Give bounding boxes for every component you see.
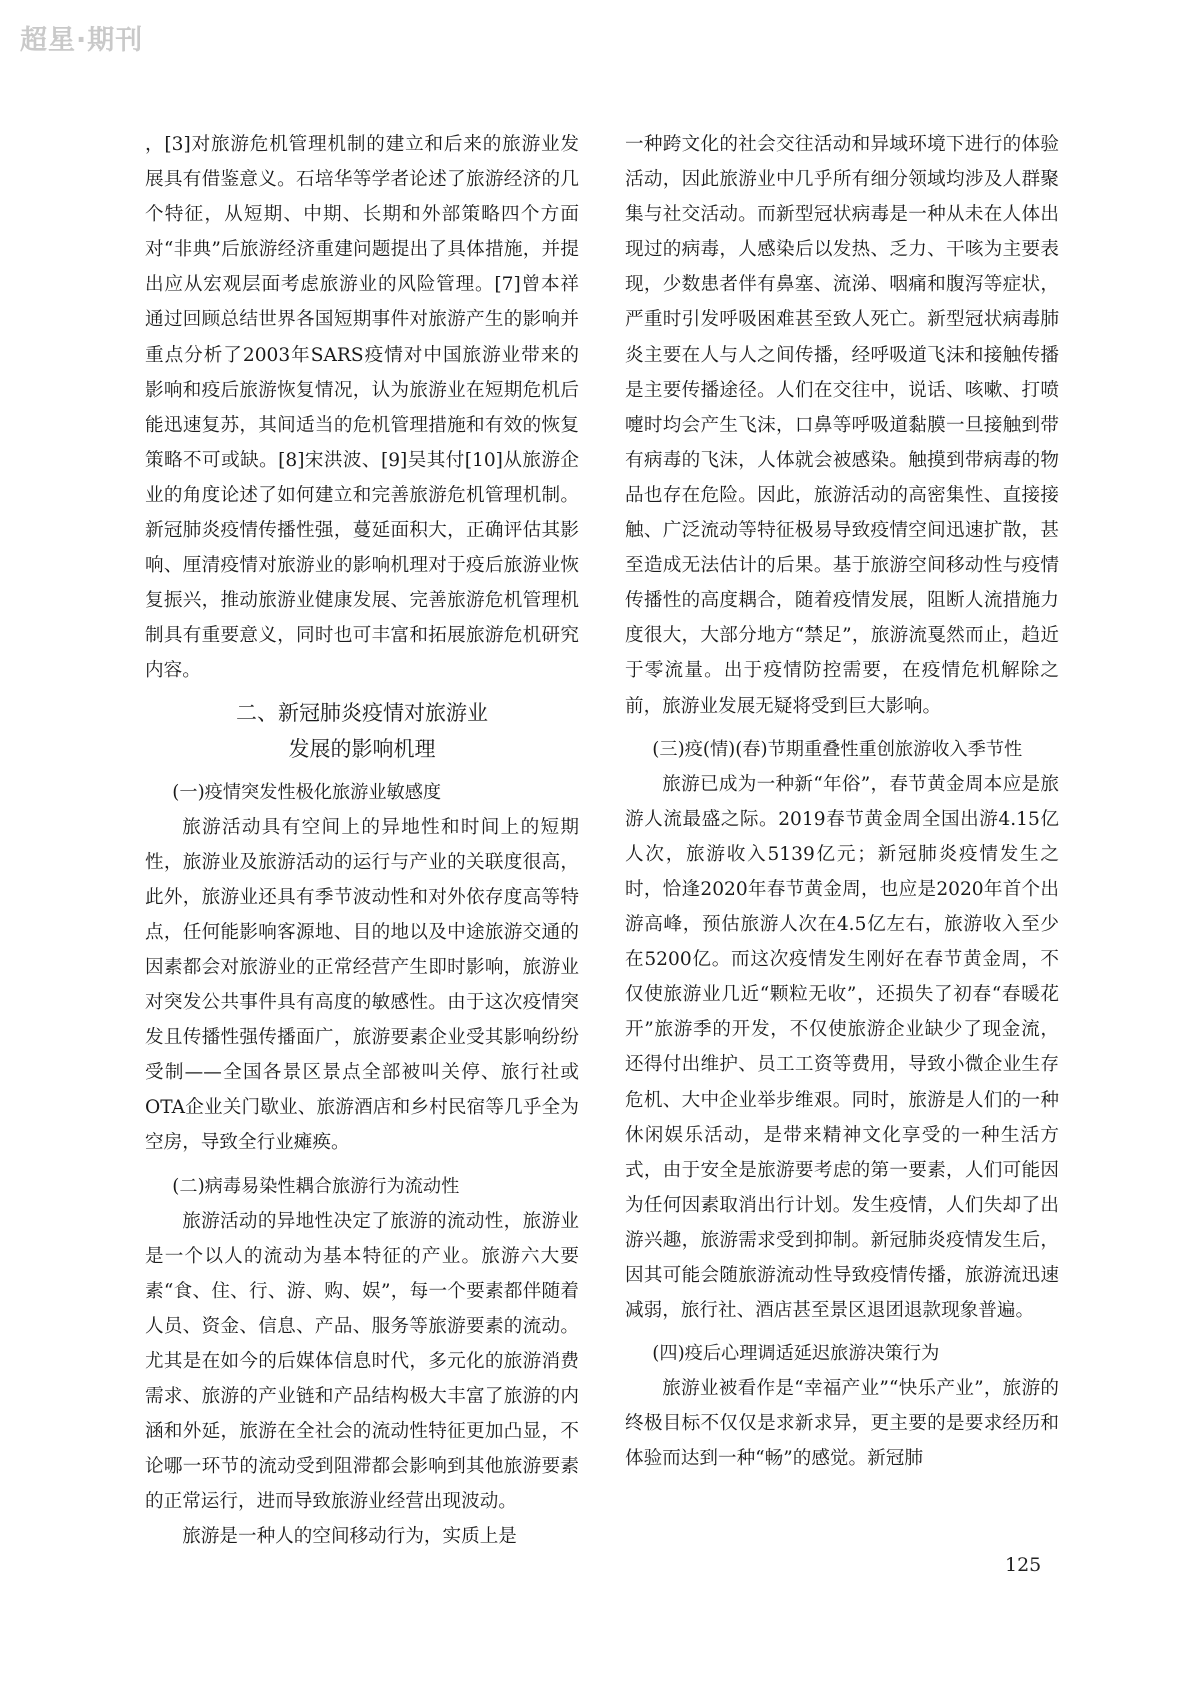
page-number: 125 [1005,1554,1042,1576]
right-column [625,127,1059,1477]
section-title-line-2: 发展的影响机理 [288,736,436,761]
watermark-logo: 超星·期刊 [20,25,144,56]
subsection-4-paragraph: 旅游业被看作是“幸福产业”“快乐产业”，旅游的终极目标不仅仅是求新求异，更主要的是要求经历和体验而达到一种“畅”的感觉。新冠肺 [625,1378,1059,1470]
left-column [145,127,579,1555]
subsection-2-paragraph-1: 旅游活动的异地性决定了旅游的流动性，旅游业是一个以人的流动为基本特征的产业。旅游六大要素“食、住、行、游、购、娱”，每一个要素都伴随着人员、资金、信息、产品、服务等旅游要素的流动。尤其是在如今的后媒体信息时代，多元化的旅游消费需求、旅游的产业链和产品结构极大丰富了旅游的内涵和外延，旅游在全社会的流动性特征更加凸显，不论哪一环节的流动受到阻滞都会影响到其他旅游要素的正常运行，进而导致旅游业经营出现波动。 [145,1210,579,1513]
continued-paragraph: 一种跨文化的社会交往活动和异域环境下进行的体验活动，因此旅游业中几乎所有细分领域均涉及人群聚集与社交活动。而新型冠状病毒是一种从未在人体出现过的病毒，人感染后以发热、乏力、干咳为主要表现，少数患者伴有鼻塞、流涕、咽痛和腹泻等症状，严重时引发呼吸困难甚至致人死亡。新型冠状病毒肺炎主要在人与人之间传播，经呼吸道飞沫和接触传播是主要传播途径。人们在交往中，说话、咳嗽、打喷嚏时均会产生飞沫，口鼻等呼吸道黏膜一旦接触到带有病毒的飞沫，人体就会被感染。触摸到带病毒的物品也存在危险。因此，旅游活动的高密集性、直接接触、广泛流动等特征极易导致疫情空间迅速扩散，甚至造成无法估计的后果。基于旅游空间移动性与疫情传播性的高度耦合，随着疫情发展，阻断人流措施力度很大，大部分地方“禁足”，旅游流戛然而止，趋近于零流量。出于疫情防控需要，在疫情危机解除之前，旅游业发展无疑将受到巨大影响。 [625,134,1059,717]
intro-paragraph: ，[3]对旅游危机管理机制的建立和后来的旅游业发展具有借鉴意义。石培华等学者论述了旅游经济的几个特征，从短期、中期、长期和外部策略四个方面对“非典”后旅游经济重建问题提出了具体措施，并提出应从宏观层面考虑旅游业的风险管理。[7]曾本祥通过回顾总结世界各国短期事件对旅游产生的影响并重点分析了2003年SARS疫情对中国旅游业带来的影响和疫后旅游恢复情况，认为旅游业在短期危机后能迅速复苏，其间适当的危机管理措施和有效的恢复策略不可或缺。[8]宋洪波、[9]吴其付[10]从旅游企业的角度论述了如何建立和完善旅游危机管理机制。新冠肺炎疫情传播性强，蔓延面积大，正确评估其影响、厘清疫情对旅游业的影响机理对于疫后旅游业恢复振兴，推动旅游业健康发展、完善旅游危机管理机制具有重要意义，同时也可丰富和拓展旅游危机研究内容。 [145,134,579,682]
subsection-title-2: (二)病毒易染性耦合旅游行为流动性 [172,1175,460,1197]
subsection-1-paragraph: 旅游活动具有空间上的异地性和时间上的短期性，旅游业及旅游活动的运行与产业的关联度很高，此外，旅游业还具有季节波动性和对外依存度高等特点，任何能影响客源地、目的地以及中途旅游交通的因素都会对旅游业的正常经营产生即时影响，旅游业对突发公共事件具有高度的敏感性。由于这次疫情突发且传播性强传播面广，旅游要素企业受其影响纷纷受制——全国各景区景点全部被叫关停、旅行社或OTA企业关门歇业、旅游酒店和乡村民宿等几乎全为空房，导致全行业瘫痪。 [145,816,579,1154]
subsection-3-paragraph: 旅游已成为一种新“年俗”，春节黄金周本应是旅游人流最盛之际。2019春节黄金周全国出游4.15亿人次，旅游收入5139亿元；新冠肺炎疫情发生之时，恰逢2020年春节黄金周，也应是2020年首个出游高峰，预估旅游人次在4.5亿左右，旅游收入至少在5200亿。而这次疫情发生刚好在春节黄金周，不仅使旅游业几近“颗粒无收”，还损失了初春“春暖花开”旅游季的开发，不仅使旅游企业缺少了现金流，还得付出维护、员工工资等费用，导致小微企业生存危机、大中企业举步维艰。同时，旅游是人们的一种休闲娱乐活动，是带来精神文化享受的一种生活方式，由于安全是旅游要考虑的第一要素，人们可能因为任何因素取消出行计划。发生疫情，人们失却了出游兴趣，旅游需求受到抑制。新冠肺炎疫情发生后，因其可能会随旅游流动性导致疫情传播，旅游流迅速减弱，旅行社、酒店甚至景区退团退款现象普遍。 [625,773,1059,1322]
subsection-title-4: (四)疫后心理调适延迟旅游决策行为 [652,1343,940,1365]
subsection-title-3: (三)疫(情)(春)节期重叠性重创旅游收入季节性 [652,738,1023,760]
section-title [145,695,579,767]
subsection-title-1: (一)疫情突发性极化旅游业敏感度 [172,781,442,803]
section-title-line-1: 二、新冠肺炎疫情对旅游业 [236,700,488,725]
subsection-2-paragraph-2: 旅游是一种人的空间移动行为，实质上是 [182,1526,517,1548]
